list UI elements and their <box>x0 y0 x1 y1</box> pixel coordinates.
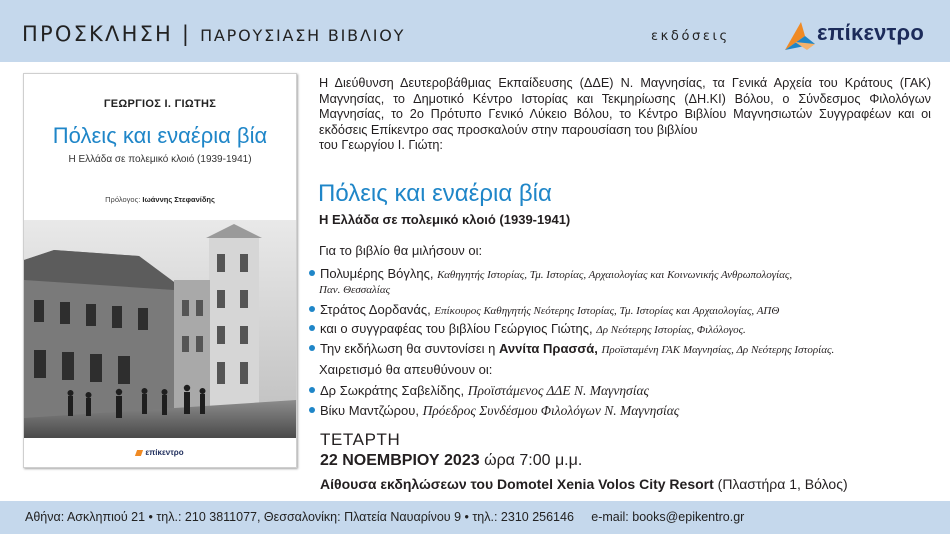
book-preface <box>24 195 296 204</box>
bullet-icon <box>309 306 315 312</box>
greeting-row <box>309 383 649 399</box>
publisher-logo-icon <box>783 20 817 52</box>
contact-info: Αθήνα: Ασκληπιού 21 • τηλ.: 210 3811077, Θεσσαλονίκη: Πλατεία Ναυαρίνου 9 • τηλ.: 2310 256146 e-mail: books@epikentro.gr <box>25 510 745 524</box>
speaker-name: Γεώργιος Γιώτης, <box>493 321 593 336</box>
publisher-logo-text: επίκεντρο <box>817 20 925 45</box>
greetings-heading: Χαιρετισμό θα απευθύνουν οι: <box>319 362 493 377</box>
speaker-prefix: και ο συγγραφέας του βιβλίου <box>320 321 491 336</box>
book-cover-photo <box>24 220 296 438</box>
speaker-name: Πολυμέρης Βόγλης, <box>320 266 434 281</box>
greeting-role: Προϊστάμενος ΔΔΕ Ν. Μαγνησίας <box>467 383 650 398</box>
greeting-name: Δρ Σωκράτης Σαβελίδης, <box>320 383 465 398</box>
speaker-row <box>309 302 779 317</box>
speaker-role-continued: Παν. Θεσσαλίας <box>319 284 391 296</box>
speaker-name: Στράτος Δορδανάς, <box>320 302 431 317</box>
book-preface-name: Ιωάννης Στεφανίδης <box>142 195 215 204</box>
book-title: Πόλεις και εναέρια βία <box>52 123 268 148</box>
event-time: ώρα 7:00 μ.μ. <box>484 452 583 469</box>
event-date-value: 22 ΝΟΕΜΒΡΙΟΥ 2023 <box>320 452 480 469</box>
event-book-subtitle: Η Ελλάδα σε πολεμικό κλοιό (1939-1941) <box>319 212 571 227</box>
book-logo-text: επίκεντρο <box>145 448 184 457</box>
greeting-row <box>309 403 679 419</box>
speakers-heading: Για το βιβλίο θα μιλήσουν οι: <box>319 243 483 258</box>
invitation-intro <box>319 76 931 154</box>
invitation-label: ΠΡΟΣΚΛΗΣΗ | <box>22 22 192 46</box>
bullet-icon <box>309 325 315 331</box>
book-cover <box>23 73 297 468</box>
intro-text: Η Διεύθυνση Δευτεροβάθμιας Εκπαίδευσης (ΔΔΕ) Ν. Μαγνησίας, τα Γενικά Αρχεία του Κράτους (ΓΑΚ) Μαγνησίας, το Δημοτικό Κέντρο Ιστορίας και Τεκμηρίωσης (ΔΗ.ΚΙ) Βόλου, ο Σύνδεσμος Φιλολόγων Μαγνησίας, το 2ο Πρότυπο Γενικό Λύκειο Βόλου, το Κέντρο Βιβλίου Μαγνησιωτών Συγγραφέων και οι εκδόσεις Επίκεντρο σας προσκαλούν στην παρουσίαση του βιβλίου <box>319 76 931 137</box>
venue-name: Αίθουσα εκδηλώσεων του Domotel Xenia Volos City Resort <box>320 476 714 492</box>
bullet-icon <box>309 407 315 413</box>
speaker-role: Καθηγητής Ιστορίας, Τμ. Ιστορίας, Αρχαιολογίας και Κοινωνικής Ανθρωπολογίας, <box>437 269 793 281</box>
greeting-name: Βίκυ Μαντζώρου, <box>320 403 419 418</box>
speaker-role: Δρ Νεότερης Ιστορίας, Φιλόλογος. <box>596 324 746 336</box>
event-venue <box>320 476 848 492</box>
speaker-row <box>309 266 792 281</box>
footer-band <box>0 501 950 534</box>
bullet-icon <box>309 345 315 351</box>
moderator-prefix: Την εκδήλωση θα συντονίσει η <box>320 341 496 356</box>
book-logo-icon <box>135 450 143 456</box>
speaker-row <box>309 321 746 336</box>
speaker-role: Επίκουρος Καθηγητής Νεότερης Ιστορίας, Τμ. Ιστορίας και Αρχαιολογίας, ΑΠΘ <box>434 305 780 317</box>
moderator-row <box>309 341 834 356</box>
moderator-name: Αννίτα Πρασσά, <box>499 341 598 356</box>
event-book-title: Πόλεις και εναέρια βία <box>318 180 552 207</box>
moderator-role: Προϊσταμένη ΓΑΚ Μαγνησίας, Δρ Νεότερης Ιστορίας. <box>601 344 835 356</box>
greeting-role: Πρόεδρος Συνδέσμου Φιλολόγων Ν. Μαγνησίας <box>422 403 680 418</box>
page-title <box>22 22 405 46</box>
book-publisher-logo <box>24 448 296 457</box>
intro-last-line: του Γεωργίου Ι. Γιώτη: <box>319 138 443 152</box>
bullet-icon <box>309 270 315 276</box>
header-band <box>0 0 950 62</box>
event-date <box>320 452 582 470</box>
event-day: ΤΕΤΑΡΤΗ <box>320 430 401 449</box>
book-preface-label: Πρόλογος: <box>105 195 141 204</box>
presentation-label: ΠΑΡΟΥΣΙΑΣΗ ΒΙΒΛΙΟΥ <box>200 26 406 45</box>
book-subtitle: Η Ελλάδα σε πολεμικό κλοιό (1939-1941) <box>68 154 252 165</box>
publisher-label: εκδόσεις <box>651 29 730 44</box>
book-author: ΓΕΩΡΓΙΟΣ Ι. ΓΙΩΤΗΣ <box>103 98 217 110</box>
bullet-icon <box>309 387 315 393</box>
venue-address: (Πλαστήρα 1, Βόλος) <box>717 476 848 492</box>
